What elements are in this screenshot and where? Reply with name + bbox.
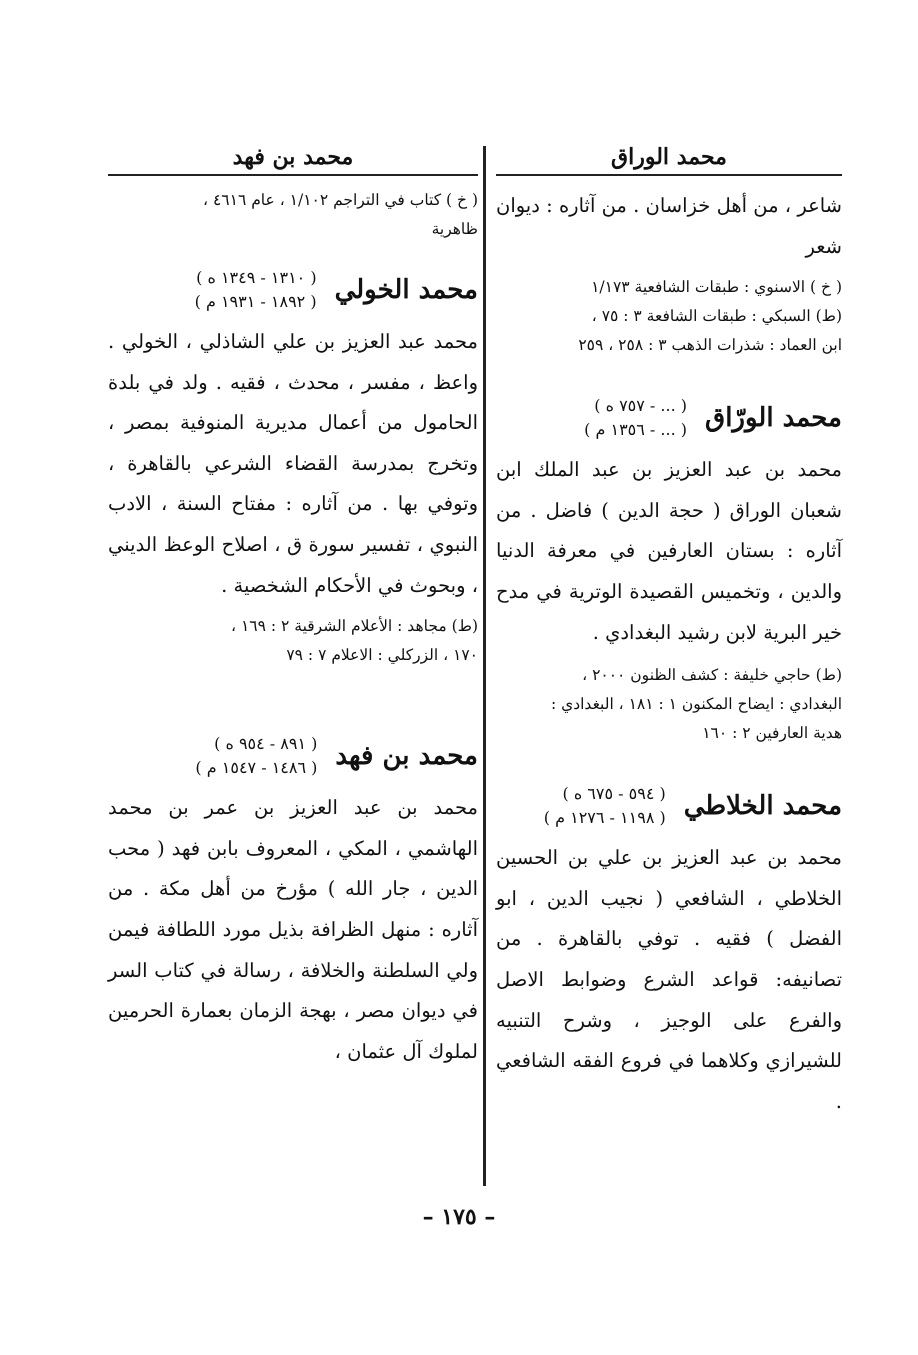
entry-body: محمد عبد العزيز بن علي الشاذلي ، الخولي . واعظ ، مفسر ، محدث ، فقيه . ولد في بلدة الحامول من أعمال مديرية المنوفية بمصر ، وتخرج بمدرسة القضاء الشرعي بالقاهرة ، وتوفي بها . من آثاره : مفتاح السنة ، الادب النبوي ، تفسير سورة ق ، اصلاح الوعظ الديني ، وبحوث في الأحكام الشخصية . (108, 330, 478, 597)
entry-heading (108, 266, 478, 314)
reference-line: ١٧٠ ، الزركلي : الاعلام ٧ : ٧٩ (286, 646, 478, 665)
reference-line: هدية العارفين ٢ : ١٦٠ (702, 724, 842, 743)
hijri-dates: ( ... - ٧٥٧ ه ) (594, 396, 688, 416)
entry-title: محمد بن فهد (335, 741, 478, 772)
reference-line: (ط) مجاهد : الأعلام الشرقية ٢ : ١٦٩ ، (231, 617, 478, 636)
right-intro-text: شاعر ، من أهل خزاسان . من آثاره : ديوان شعر (496, 194, 842, 258)
entry-title: محمد الخولي (334, 275, 478, 305)
running-head-right: محمد الوراق (496, 140, 842, 176)
column-divider (483, 146, 486, 1186)
reference-line: (ط) حاجي خليفة : كشف الظنون ٢٠٠٠ ، (582, 666, 842, 685)
reference-line: ابن العماد : شذرات الذهب ٣ : ٢٥٨ ، ٢٥٩ (578, 336, 842, 355)
reference-line: ( خ ) الاسنوي : طبقات الشافعية ١/١٧٣ (591, 278, 842, 297)
entry-body: محمد بن عبد العزيز بن عمر بن محمد الهاشمي ، المكي ، المعروف بابن فهد ( محب الدين ، جار الله ) مؤرخ من أهل مكة . من آثاره : منهل الظرافة بذيل مورد اللطافة فيمن ولي السلطنة والخلافة ، رسالة في كتاب السر في ديوان مصر ، بهجة الزمان بعمارة الحرمين لملوك آل عثمان ، (108, 796, 478, 1063)
gregorian-dates: ( ١١٩٨ - ١٢٧٦ م ) (543, 808, 666, 828)
entry-title: محمد الورّاق (705, 403, 842, 434)
entry-heading (496, 394, 842, 442)
reference-line: ظاهرية (431, 220, 478, 238)
reference-line: البغدادي : ايضاح المكنون ١ : ١٨١ ، البغدادي : (550, 695, 842, 714)
entry-dates (584, 394, 687, 442)
gregorian-dates: ( ... - ١٣٥٦ م ) (584, 420, 688, 440)
reference-line: (ط) السبكي : طبقات الشافعة ٣ : ٧٥ ، (591, 307, 842, 326)
page-number: – ١٧٥ – (422, 1204, 496, 1230)
entry-heading (496, 782, 842, 830)
gregorian-dates: ( ١٤٨٦ - ١٥٤٧ م ) (195, 758, 318, 778)
hijri-dates: ( ٨٩١ - ٩٥٤ ه ) (214, 734, 318, 754)
entry-body: محمد بن عبد العزيز بن علي بن الحسين الخلاطي ، الشافعي ( نجيب الدين ، ابو الفضل ) فقيه . توفي بالقاهرة . من تصانيفه: قواعد الشرع وضوابط الاصل والفرع على الوجيز ، وشرح التنبيه للشيرازي وكلاهما في فروع الفقه الشافعي . (496, 846, 842, 1113)
entry-body: محمد بن عبد العزيز بن عبد الملك ابن شعبان الوراق ( حجة الدين ) فاضل . من آثاره : بستان العارفين في معرفة الدنيا والدين ، وتخميس القصيدة الوترية في مدح خير البرية لابن رشيد البغدادي . (496, 458, 842, 644)
entry-title: محمد الخلاطي (683, 791, 842, 822)
hijri-dates: ( ٥٩٤ - ٦٧٥ ه ) (562, 784, 666, 804)
gregorian-dates: ( ١٨٩٢ - ١٩٣١ م ) (194, 292, 317, 311)
entry-heading (108, 732, 478, 780)
entry-dates (195, 732, 317, 780)
running-head-left: محمد بن فهد (108, 140, 478, 176)
spacer (108, 670, 478, 710)
reference-line: ( خ ) كتاب في التراجم ١/١٠٢ ، عام ٤٦١٦ ، (203, 191, 478, 209)
entry-dates (544, 782, 666, 830)
entry-dates (195, 266, 317, 314)
left-column (108, 140, 478, 1072)
hijri-dates: ( ١٣١٠ - ١٣٤٩ ه ) (196, 268, 317, 287)
right-column (496, 140, 842, 1122)
